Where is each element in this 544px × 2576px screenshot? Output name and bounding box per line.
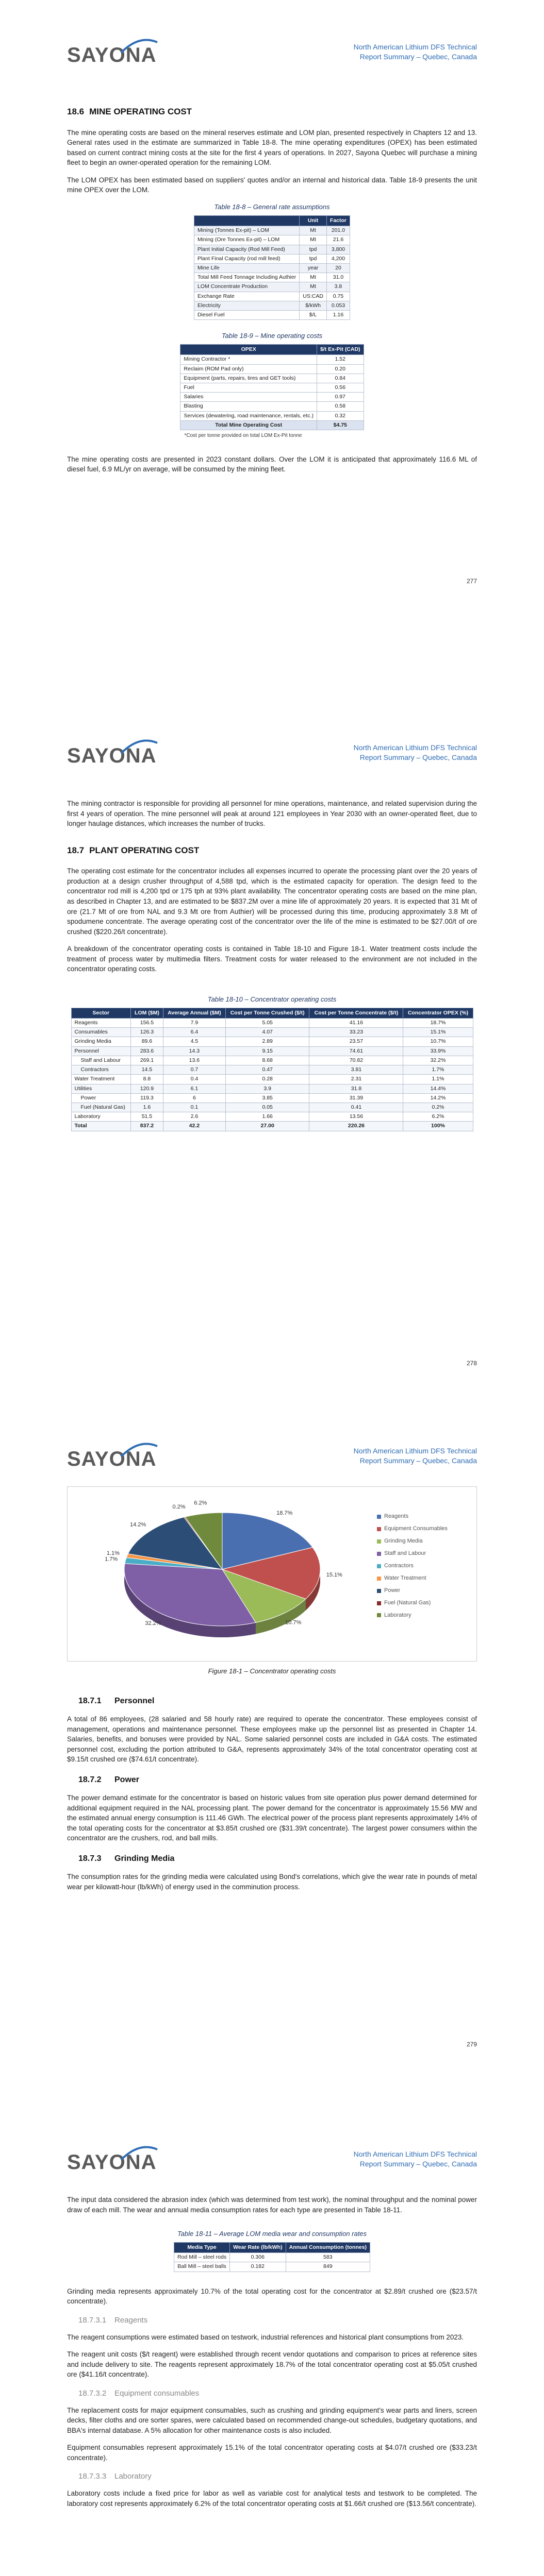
table-cell: tpd [300,245,327,254]
legend-swatch [377,1564,381,1568]
table-cell: 8.68 [225,1056,309,1065]
section-heading: 18.6 MINE OPERATING COST [67,107,192,116]
paragraph: Grinding media represents approximately 10.7% of the total operating cost for the concentrator at $2.89/t crushed ore ($23.57/t concentrate). [67,2287,477,2306]
table-cell: 42.2 [163,1122,225,1131]
table-cell: 4.07 [225,1028,309,1037]
table-cell: year [300,263,327,273]
table-cell: Electricity [194,301,299,310]
table-cell: 0.7 [163,1065,225,1075]
table-cell: 0.306 [230,2253,286,2262]
paragraph: A total of 86 employees, (28 salaried and 58 hourly rate) are required to operate the concentrator. These employees consist of management, operations and maintenance personnel. These employees make up the personnel list as presented in Chapter 14. Salaries, benefits, and bonuses were provided by NAL. Some salaried personnel costs are included in G&A costs. The estimated personnel cost, excluding the portion attributed to G&A, represents approximately 34% of the total concentrator operating cost at $9.15/t crushed ore ($74.61/t concentrate). [67,1715,477,1764]
logo-text: SAYONA [67,44,157,66]
legend-item [377,1513,448,1521]
table-cell: 1.6 [130,1103,163,1112]
table-cell: 3,800 [326,245,350,254]
table-caption: Table 18-11 – Average LOM media wear and consumption rates [177,2230,367,2238]
media-wear-table [174,2242,370,2272]
table-cell: tpd [300,254,327,263]
table-header-cell: Annual Consumption (tonnes) [286,2242,370,2252]
table-cell: Laboratory [71,1112,130,1122]
table-cell: 6.1 [163,1084,225,1093]
table-cell: Total [71,1122,130,1131]
table-cell: 0.4 [163,1075,225,1084]
table-row [180,374,364,383]
table-cell: 27.00 [225,1122,309,1131]
table-cell: 849 [286,2262,370,2272]
table-cell: Mt [300,273,327,282]
table-cell: 4.5 [163,1037,225,1046]
general-rate-table [194,215,350,320]
pie-data-label: 1.1% [106,1550,120,1557]
page-content [67,2195,477,2516]
table-cell: 6.2% [403,1112,473,1122]
page-content [67,1486,477,1899]
table-row [180,393,364,402]
paragraph: The consumption rates for the grinding media were calculated using Bond's correlations, which give the wear rate in pounds of metal wear per kilowatt-hour (lb/kWh) of energy used in the comminution process. [67,1873,477,1891]
logo-swoosh-icon [119,738,160,758]
table-row [194,254,350,263]
table-cell: 20 [326,263,350,273]
table-row [194,263,350,273]
table-cell: 120.9 [130,1084,163,1093]
sayona-logo [67,738,160,769]
table-cell: 0.20 [317,364,364,374]
header-title [354,1446,477,1466]
table-cell: 14.2% [403,1093,473,1103]
table-cell: Equipment (parts, repairs, tires and GET tools) [180,374,317,383]
pie-data-label: 15.1% [326,1572,342,1579]
table-row [194,245,350,254]
table-cell: 6 [163,1093,225,1103]
legend-item [377,1574,448,1583]
table-row [194,226,350,235]
legend-item [377,1587,448,1595]
table-cell: 220.26 [309,1122,403,1131]
legend-label: Laboratory [384,1612,411,1618]
legend-item [377,1562,448,1570]
pie-data-label: 6.2% [194,1500,207,1506]
mine-opex-table [180,344,364,430]
page-279 [0,1404,544,2107]
pie-chart [67,1486,477,1662]
table-cell: 21.6 [326,235,350,245]
sayona-logo [67,37,160,68]
table-cell: Diesel Fuel [194,311,299,320]
page-278 [0,701,544,1404]
table-cell: Salaries [180,393,317,402]
table-cell: 156.5 [130,1019,163,1028]
header-title [354,42,477,62]
table-cell: Blasting [180,402,317,411]
table-cell: 1.7% [403,1065,473,1075]
table-row [194,301,350,310]
chart-legend [377,1513,448,1623]
table-cell: Fuel [180,383,317,392]
table-cell: 201.0 [326,226,350,235]
page-header [67,2144,477,2175]
table-row [174,2262,370,2272]
paragraph: The input data considered the abrasion index (which was determined from test work), the nominal throughput and the nominal power draw of each mill. The wear and annual media consumption rates for each type are presented in Table 18-11. [67,2196,477,2214]
table-cell: Total Mill Feed Tonnage Including Authier [194,273,299,282]
table-row [71,1075,473,1084]
table-cell: 0.97 [317,393,364,402]
table-cell: 7.9 [163,1019,225,1028]
section-heading: 18.7 PLANT OPERATING COST [67,845,200,855]
table-cell: 33.23 [309,1028,403,1037]
table-cell: 70.82 [309,1056,403,1065]
table-cell: $/L [300,311,327,320]
table-cell: 0.1 [163,1103,225,1112]
table-total-row [180,420,364,430]
table-header-cell: Factor [326,215,350,226]
figure-caption: Figure 18-1 – Concentrator operating costs [208,1667,336,1675]
table-row [180,402,364,411]
legend-label: Grinding Media [384,1537,423,1544]
page-header [67,1441,477,1472]
legend-swatch [377,1589,381,1593]
table-row [71,1046,473,1056]
table-cell: 89.6 [130,1037,163,1046]
table-cell: 1.16 [326,311,350,320]
legend-item [377,1550,448,1558]
table-cell: 100% [403,1122,473,1131]
legend-swatch [377,1527,381,1531]
table-cell: 6.4 [163,1028,225,1037]
table-cell: Utilities [71,1084,130,1093]
table-cell: Rod Mill – steel rods [174,2253,229,2262]
legend-label: Reagents [384,1513,409,1519]
table-cell: 126.3 [130,1028,163,1037]
table-row [71,1112,473,1122]
table-cell: 41.16 [309,1019,403,1028]
table-cell: 0.56 [317,383,364,392]
paragraph: A breakdown of the concentrator operating costs is contained in Table 18-10 and Figure 18-1. Water treatment costs include the treatment of process water by multimedia filters. Treatment costs for water released to the environment are not included in the concentrator operating costs. [67,945,477,973]
page-number: 277 [466,578,477,585]
table-cell: LOM Concentrate Production [194,282,299,292]
page-277 [0,0,544,701]
table-header-cell: Sector [71,1008,130,1018]
table-cell: 31.8 [309,1084,403,1093]
concentrator-opex-table [71,1008,473,1131]
table-cell: 15.1% [403,1028,473,1037]
table-cell: Plant Initial Capacity (Rod Mill Feed) [194,245,299,254]
table-cell: 5.05 [225,1019,309,1028]
subsection-heading: 18.7.2 Power [78,1775,140,1784]
table-cell: 1.66 [225,1112,309,1122]
table-header-cell: Cost per Tonne Crushed ($/t) [225,1008,309,1018]
legend-label: Power [384,1587,401,1594]
paragraph: The reagent unit costs ($/t reagent) were established through recent vendor quotations and comparison to prices at reference sites and include delivery to site. The reagents represent approximately 18.7% of the total concentrator operating cost at $5.05/t crushed ore ($41.16/t concentrate). [67,2350,477,2379]
pie-data-label: 14.2% [129,1521,146,1528]
logo-text: SAYONA [67,744,157,767]
table-cell: 0.47 [225,1065,309,1075]
table-cell: Consumables [71,1028,130,1037]
table-cell: 2.6 [163,1112,225,1122]
legend-label: Equipment Consumables [384,1525,448,1532]
table-row [194,311,350,320]
legend-item [377,1525,448,1533]
table-row [174,2253,370,2262]
table-cell: 0.41 [309,1103,403,1112]
table-cell: 13.6 [163,1056,225,1065]
table-header-cell: Cost per Tonne Concentrate ($/t) [309,1008,403,1018]
legend-label: Water Treatment [384,1574,426,1581]
table-header-cell: Wear Rate (lb/kWh) [230,2242,286,2252]
sayona-logo [67,1441,160,1472]
table-cell: 3.8 [326,282,350,292]
table-cell: Mining (Ore Tonnes Ex-pit) – LOM [194,235,299,245]
table-cell: 3.81 [309,1065,403,1075]
paragraph: Equipment consumables represent approximately 15.1% of the total concentrator operating costs at $4.07/t crushed ore ($33.23/t concentrate). [67,2444,477,2462]
logo-swoosh-icon [119,37,160,58]
table-header-cell: LOM ($M) [130,1008,163,1018]
table-cell: Plant Final Capacity (rod mill feed) [194,254,299,263]
table-cell: 1.1% [403,1075,473,1084]
table-cell: 51.5 [130,1112,163,1122]
table-cell: 4,200 [326,254,350,263]
table-caption: Table 18-10 – Concentrator operating costs [207,995,337,1003]
header-title-line2: Report Summary – Quebec, Canada [359,52,477,61]
pie-chart-svg [68,1487,377,1662]
table-cell: 31.0 [326,273,350,282]
table-cell: 283.6 [130,1046,163,1056]
table-cell: 8.8 [130,1075,163,1084]
paragraph: Laboratory costs include a fixed price for labor as well as variable cost for analytical tests and testwork to be completed. The laboratory cost represents approximately 6.2% of the total concentrator operating costs at $1.66/t crushed ore ($13.56/t concentrate). [67,2489,477,2507]
table-cell: 13.56 [309,1112,403,1122]
legend-label: Fuel (Natural Gas) [384,1599,431,1606]
table-cell: 14.4% [403,1084,473,1093]
table-row [194,292,350,301]
table-cell: 837.2 [130,1122,163,1131]
paragraph: The mine operating costs are presented in 2023 constant dollars. Over the LOM it is anticipated that approximately 116.6 ML of diesel fuel, 6.9 ML/yr on average, will be consumed by the mining fleet. [67,455,477,473]
header-title-line2: Report Summary – Quebec, Canada [359,2159,477,2168]
table-cell: 0.58 [317,402,364,411]
table-cell: 33.9% [403,1046,473,1056]
logo-text: SAYONA [67,2151,157,2174]
legend-label: Staff and Labour [384,1550,426,1556]
legend-item [377,1537,448,1546]
paragraph: The replacement costs for major equipment consumables, such as crushing and grinding equipment's wear parts and liners, screen decks, filter cloths and ore sorter spares, were calculated based on recommended change-out schedules, budgetary quotations, and BBA's internal database. A 5% allocation for other maintenance costs is also included. [67,2406,477,2434]
table-cell: Reagents [71,1019,130,1028]
table-cell: Exchange Rate [194,292,299,301]
table-row [71,1084,473,1093]
table-note: *Cost per tonne provided on total LOM Ex-Pit tonne [184,433,302,439]
paragraph: The reagent consumptions were estimated based on testwork, industrial references and historical plant consumptions from 2023. [67,2333,464,2341]
table-cell: Personnel [71,1046,130,1056]
legend-swatch [377,1577,381,1581]
table-row [71,1019,473,1028]
table-row [180,355,364,364]
table-cell: $4.75 [317,420,364,430]
page-header [67,37,477,68]
table-cell: Mt [300,235,327,245]
table-header-cell: Unit [300,215,327,226]
table-header-cell: Media Type [174,2242,229,2252]
subsubsection-heading: 18.7.3.2 Equipment consumables [78,2388,200,2398]
table-row [71,1103,473,1112]
table-cell: 14.3 [163,1046,225,1056]
subsection-heading: 18.7.1 Personnel [78,1696,155,1705]
table-row [71,1065,473,1075]
table-cell: 119.3 [130,1093,163,1103]
table-cell: US:CAD [300,292,327,301]
paragraph: The LOM OPEX has been estimated based on suppliers' quotes and/or an internal and historical data. Table 18-9 presents the unit mine OPEX over the LOM. [67,176,477,194]
pie-data-label: 18.7% [276,1510,293,1517]
table-cell: 3.9 [225,1084,309,1093]
table-cell: 0.75 [326,292,350,301]
table-cell: 10.7% [403,1037,473,1046]
table-cell: 0.053 [326,301,350,310]
header-title-line1: North American Lithium DFS Technical [353,43,477,51]
table-cell: Mine Life [194,263,299,273]
table-header-cell: $/t Ex-Pit (CAD) [317,345,364,355]
pie-data-label: 32.2% [145,1620,161,1627]
header-title [354,2149,477,2169]
legend-swatch [377,1552,381,1556]
table-cell: 9.15 [225,1046,309,1056]
table-header-cell: OPEX [180,345,317,355]
table-cell: 0.05 [225,1103,309,1112]
table-cell: 2.31 [309,1075,403,1084]
page-number: 278 [466,1360,477,1367]
table-cell: 1.52 [317,355,364,364]
header-title-line1: North American Lithium DFS Technical [353,743,477,752]
table-cell: Mining Contractor * [180,355,317,364]
legend-item [377,1612,448,1620]
pie-data-label: 1.7% [105,1556,118,1563]
table-row [180,411,364,420]
table-cell: Water Treatment [71,1075,130,1084]
logo-text: SAYONA [67,1448,157,1470]
table-row [71,1037,473,1046]
page-280 [0,2107,544,2576]
table-cell: 2.89 [225,1037,309,1046]
table-cell: Total Mine Operating Cost [180,420,317,430]
paragraph: The operating cost estimate for the concentrator includes all expenses incurred to operate the processing plant over the 20 years of production at a design crusher throughput of 4,588 tpd, which is the estimated capacity for operation. The design feed to the concentrator rod mill is 4,200 tpd or 175 tph at 93% plant availability. The concentrator operating costs are based on the mine plan, as described in Chapter 13, and are estimated to be $837.2M over a mine life of approximately 20 years. It is expected that 31 Mt of ore (21.7 Mt of ore from NAL and 9.3 Mt ore from Authier) will be processed during this time, producing approximately 3.8 Mt of spodumene concentrate. The average operating cost of the concentrator over the life of the mine is estimated to be $27.00/t of ore crushed ($220.26/t concentrate). [67,867,477,936]
subsubsection-heading: 18.7.3.3 Laboratory [78,2472,152,2481]
header-title [354,743,477,762]
table-cell: 0.84 [317,374,364,383]
table-cell: 583 [286,2253,370,2262]
legend-swatch [377,1601,381,1605]
legend-label: Contractors [384,1562,414,1569]
table-cell: 31.39 [309,1093,403,1103]
table-cell: 0.2% [403,1103,473,1112]
header-title-line1: North American Lithium DFS Technical [353,1447,477,1455]
page-header [67,738,477,769]
page-content [67,799,477,1131]
table-cell: 74.61 [309,1046,403,1056]
table-row [180,383,364,392]
table-cell: 23.57 [309,1037,403,1046]
header-title-line2: Report Summary – Quebec, Canada [359,1456,477,1465]
header-title-line2: Report Summary – Quebec, Canada [359,753,477,761]
table-cell: Reclaim (ROM Pad only) [180,364,317,374]
table-cell: 0.32 [317,411,364,420]
table-cell: $/kWh [300,301,327,310]
table-cell: Staff and Labour [71,1056,130,1065]
table-cell: 0.182 [230,2262,286,2272]
table-cell: Power [71,1093,130,1103]
table-caption: Table 18-8 – General rate assumptions [214,203,330,211]
table-cell: Mining (Tonnes Ex-pit) – LOM [194,226,299,235]
table-cell: 0.28 [225,1075,309,1084]
legend-item [377,1599,448,1607]
table-row [194,282,350,292]
paragraph: The mine operating costs are based on the mineral reserves estimate and LOM plan, presented respectively in Chapters 12 and 13. General rates used in the estimate are summarized in Table 18-8. The mine operating expenditures (OPEX) has been estimated based on current contract mining costs at the site for the first 4 years of operations. In 2027, Sayona Quebec will purchase a mining fleet to begin an owner-operated operation for the remaining LOM. [67,128,477,167]
pie-data-label: 0.2% [172,1504,186,1511]
table-cell: 269.1 [130,1056,163,1065]
logo-swoosh-icon [119,2144,160,2165]
table-cell: Grinding Media [71,1037,130,1046]
table-cell: Services (dewatering, road maintenance, rentals, etc.) [180,411,317,420]
page-number: 279 [466,2041,477,2048]
table-total-row [71,1122,473,1131]
table-cell: Ball Mill – steel balls [174,2262,229,2272]
table-cell: Contractors [71,1065,130,1075]
pie-data-label: 10.7% [285,1619,302,1626]
table-cell: 32.2% [403,1056,473,1065]
table-row [194,235,350,245]
table-header-cell: Average Annual ($M) [163,1008,225,1018]
page-content [67,106,477,482]
table-header-cell: Concentrator OPEX (%) [403,1008,473,1018]
legend-swatch [377,1539,381,1544]
paragraph: The power demand estimate for the concentrator is based on historic values from site operation plus power demand determined for additional equipment required in the NAL processing plant. The power demand for the concentrator is approximately 15.56 MW and the estimated annual energy consumption is 111.46 GWh. The electrical power of the process plant represents approximately 14% of the total operating costs for the concentrator at $3.85/t crushed ore ($31.39/t concentrate). The largest power consumers within the concentrator are the crushers, rod, and ball mills. [67,1794,477,1842]
logo-swoosh-icon [119,1441,160,1462]
legend-swatch [377,1613,381,1617]
legend-swatch [377,1515,381,1519]
table-cell: 3.85 [225,1093,309,1103]
table-cell: Fuel (Natural Gas) [71,1103,130,1112]
table-caption: Table 18-9 – Mine operating costs [221,332,323,340]
paragraph: The mining contractor is responsible for providing all personnel for mine operations, maintenance, and related supervision during the first 4 years of operation. The mine personnel will peak at around 121 employees in Year 2030 with an owner-operated fleet, due to longer haulage distances, which increases the number of trucks. [67,800,477,828]
subsection-heading: 18.7.3 Grinding Media [78,1854,175,1863]
table-cell: 14.5 [130,1065,163,1075]
subsubsection-heading: 18.7.3.1 Reagents [78,2315,148,2325]
table-header-cell [194,215,299,226]
table-row [71,1028,473,1037]
table-cell: Mt [300,282,327,292]
table-row [180,364,364,374]
table-row [194,273,350,282]
table-row [71,1056,473,1065]
table-cell: Mt [300,226,327,235]
table-cell: 18.7% [403,1019,473,1028]
sayona-logo [67,2144,160,2175]
header-title-line1: North American Lithium DFS Technical [353,2150,477,2158]
table-row [71,1093,473,1103]
